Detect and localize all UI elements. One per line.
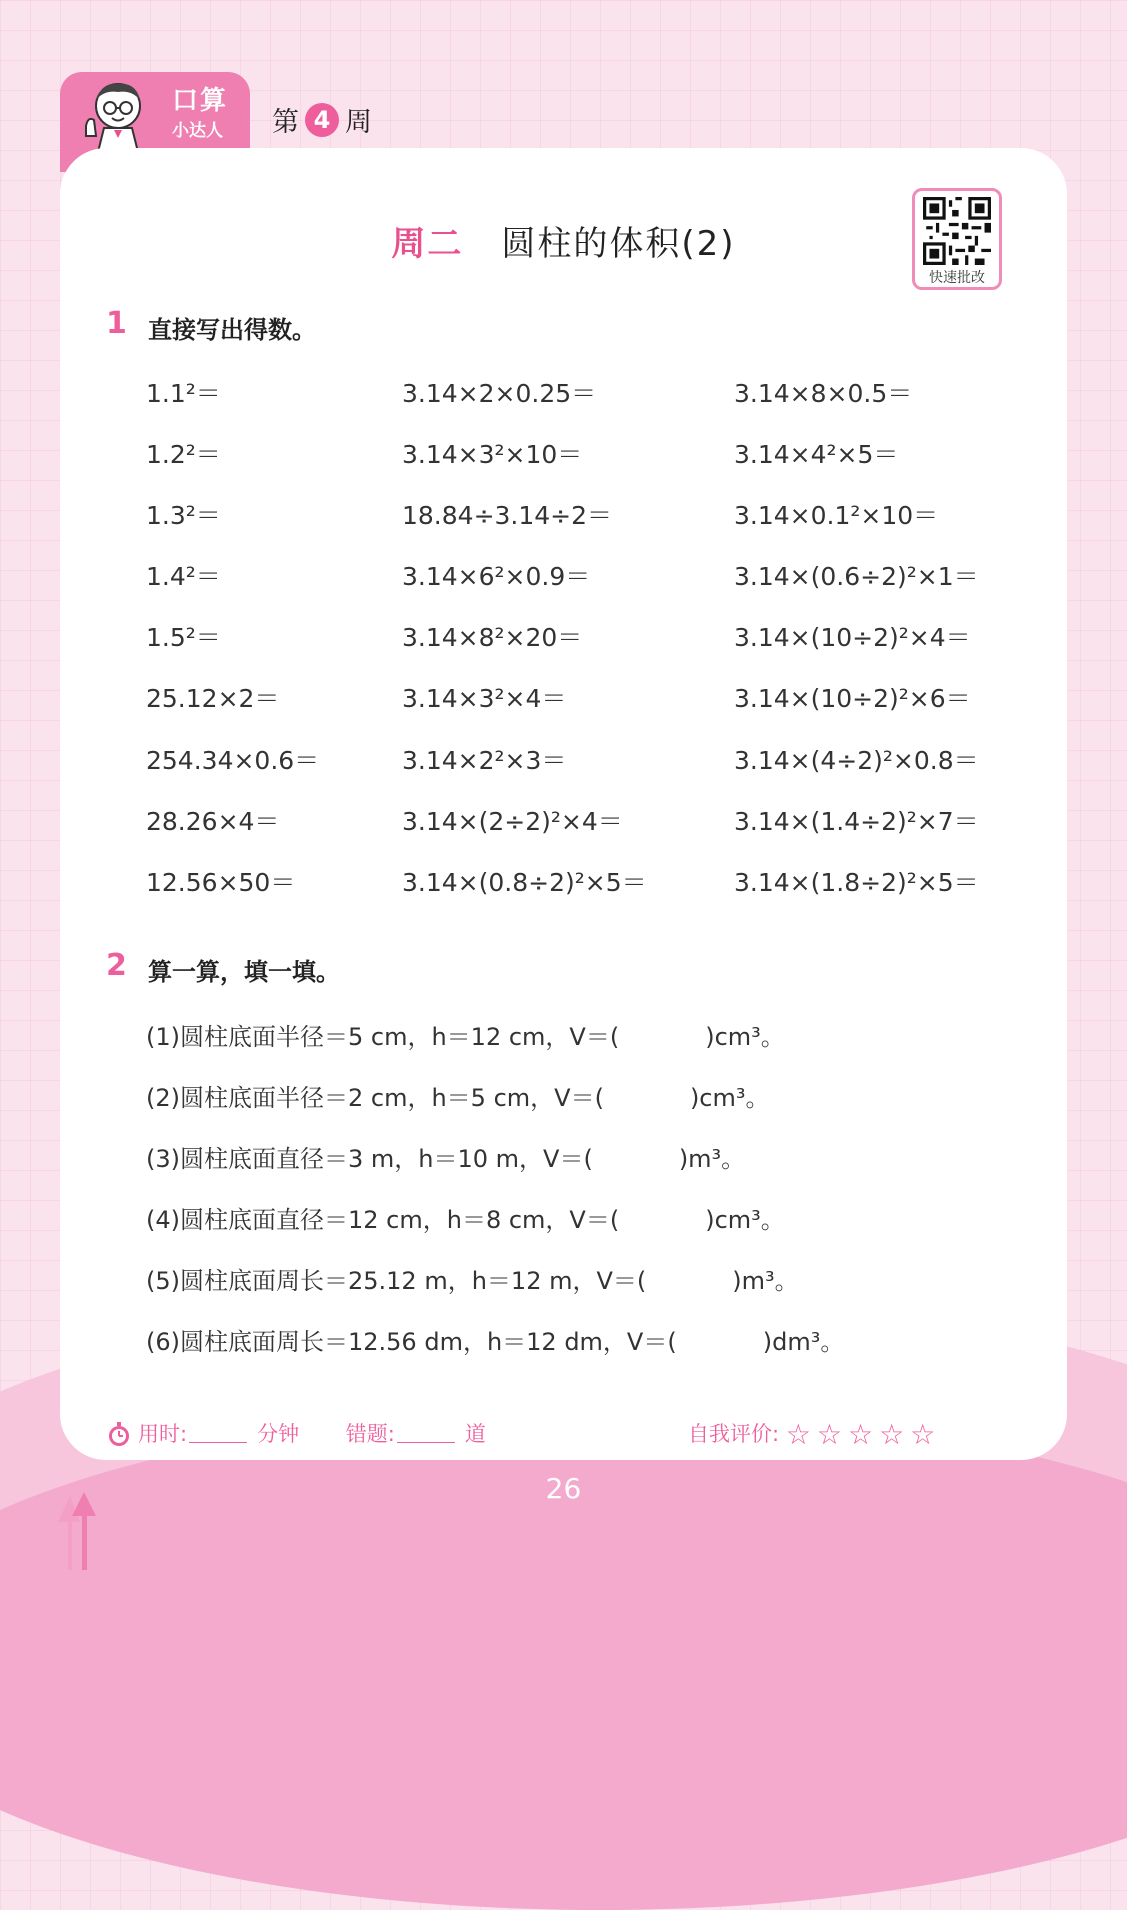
calc-item: 3.14×(4÷2)²×0.8＝	[734, 746, 979, 775]
week-indicator	[272, 100, 372, 139]
stopwatch-icon	[106, 1421, 132, 1447]
calc-item: 12.56×50＝	[146, 868, 296, 897]
calc-item: 3.14×(0.8÷2)²×5＝	[402, 868, 647, 897]
qr-code-box[interactable]	[912, 188, 1002, 290]
time-input[interactable]	[189, 1442, 247, 1443]
fill-question: (6)圆柱底面周长＝12.56 dm，h＝12 dm，V＝(	[146, 1328, 677, 1356]
errors-label: 错题:	[345, 1422, 395, 1446]
fill-unit: )cm³。	[689, 1084, 770, 1112]
fill-question: (2)圆柱底面半径＝2 cm，h＝5 cm，V＝(	[146, 1084, 604, 1112]
mascot-icon	[82, 78, 148, 152]
week-prefix: 第	[272, 107, 299, 138]
time-label: 用时:	[138, 1422, 188, 1446]
calc-item: 3.14×(0.6÷2)²×1＝	[734, 562, 979, 591]
rating-label: 自我评价:	[688, 1422, 780, 1446]
calc-item: 3.14×(10÷2)²×4＝	[734, 623, 971, 652]
fill-unit: )cm³。	[705, 1023, 785, 1051]
calc-item: 1.4²＝	[146, 562, 221, 591]
section-2-number: 2	[106, 948, 127, 983]
calc-item: 1.5²＝	[146, 623, 221, 652]
fill-unit: )dm³。	[762, 1328, 845, 1356]
time-tracker	[106, 1418, 486, 1448]
calc-item: 3.14×8×0.5＝	[734, 379, 913, 408]
page-number: 26	[545, 1472, 582, 1505]
calc-item: 18.84÷3.14÷2＝	[402, 501, 613, 530]
badge-subtitle: 小达人	[172, 121, 223, 141]
fill-unit: )cm³。	[705, 1206, 785, 1234]
calc-item: 25.12×2＝	[146, 684, 280, 713]
section-1-title: 直接写出得数。	[148, 316, 316, 344]
time-unit: 分钟	[257, 1422, 300, 1446]
fill-unit: )m³。	[678, 1145, 746, 1173]
fill-question: (5)圆柱底面周长＝25.12 m，h＝12 m，V＝(	[146, 1267, 647, 1295]
calc-item: 3.14×3²×10＝	[402, 440, 583, 469]
fill-item	[146, 1139, 745, 1174]
rating-stars-icon[interactable]: ☆☆☆☆☆	[785, 1418, 942, 1451]
errors-input[interactable]	[397, 1442, 455, 1443]
title-day: 周二	[391, 224, 464, 264]
calc-item: 3.14×6²×0.9＝	[402, 562, 591, 591]
fill-item	[146, 1017, 785, 1052]
fill-item	[146, 1261, 799, 1296]
fill-question: (3)圆柱底面直径＝3 m，h＝10 m，V＝(	[146, 1145, 593, 1173]
calc-item: 3.14×(1.4÷2)²×7＝	[734, 807, 979, 836]
calc-item: 3.14×2×0.25＝	[402, 379, 597, 408]
fill-item	[146, 1078, 770, 1113]
calc-item: 1.1²＝	[146, 379, 221, 408]
calc-item: 3.14×3²×4＝	[402, 684, 567, 713]
section-2-title: 算一算，填一填。	[148, 958, 340, 986]
calc-item: 1.2²＝	[146, 440, 221, 469]
arrow-up-icon	[54, 1492, 102, 1570]
fill-question: (4)圆柱底面直径＝12 cm，h＝8 cm，V＝(	[146, 1206, 620, 1234]
calc-item: 3.14×(10÷2)²×6＝	[734, 684, 971, 713]
fill-item	[146, 1322, 844, 1357]
badge-title: 口算	[172, 86, 229, 116]
week-suffix: 周	[345, 107, 372, 138]
fill-item	[146, 1200, 785, 1235]
fill-unit: )m³。	[732, 1267, 799, 1295]
calc-item: 3.14×(1.8÷2)²×5＝	[734, 868, 979, 897]
fill-question: (1)圆柱底面半径＝5 cm，h＝12 cm，V＝(	[146, 1023, 620, 1051]
calc-item: 1.3²＝	[146, 501, 221, 530]
calc-item: 3.14×8²×20＝	[402, 623, 583, 652]
section-1-number: 1	[106, 306, 127, 341]
calc-item: 3.14×4²×5＝	[734, 440, 899, 469]
calc-item: 3.14×2²×3＝	[402, 746, 567, 775]
title-topic: 圆柱的体积(2)	[501, 224, 736, 264]
self-rating	[688, 1418, 941, 1451]
calc-item: 254.34×0.6＝	[146, 746, 320, 775]
qr-code-icon	[923, 197, 991, 265]
calc-item: 3.14×(2÷2)²×4＝	[402, 807, 623, 836]
calc-item: 28.26×4＝	[146, 807, 280, 836]
week-number: 4	[305, 103, 339, 137]
qr-label: 快速批改	[929, 270, 985, 286]
calc-item: 3.14×0.1²×10＝	[734, 501, 939, 530]
errors-unit: 道	[464, 1422, 486, 1446]
